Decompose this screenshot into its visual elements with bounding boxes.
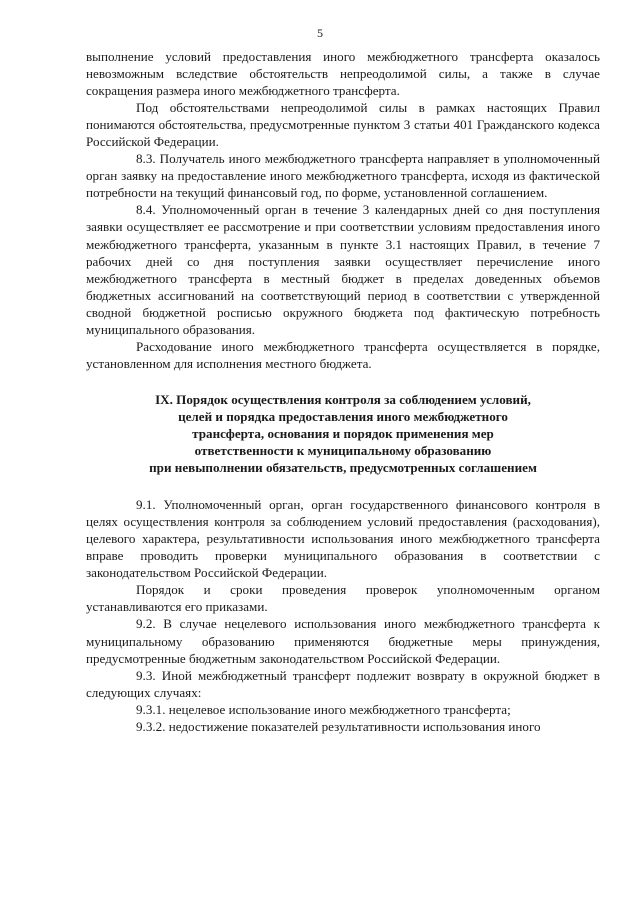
page-number: 5 <box>317 26 323 40</box>
paragraph-continuation: выполнение условий предоставления иного межбюджетного трансферта оказалось невозможным вследствие обстоятельств непреодолимой силы, а также в случае сокращения размера иного межбюджетного трансферта. <box>86 49 600 99</box>
section-heading-line: при невыполнении обязательств, предусмотренных соглашением <box>149 460 537 476</box>
section-heading-ix <box>86 391 600 476</box>
paragraph-8-3: 8.3. Получатель иного межбюджетного трансферта направляет в уполномоченный орган заявку на предоставление иного межбюджетного трансферта, исходя из фактической потребности на текущий финансовый год, по форме, установленной соглашением. <box>86 151 600 201</box>
paragraph-8-4: 8.4. Уполномоченный орган в течение 3 календарных дней со дня поступления заявки осуществляет ее рассмотрение и при соответствии условиям предоставления иного межбюджетного трансферта, указанным в пункте 3.1 настоящих Правил, в течение 7 рабочих дней со дня поступления заявки осуществляет перечисление иного межбюджетного трансферта в местный бюджет в пределах доведенных объемов бюджетных ассигнований на соответствующий период в соответствии с утвержденной сводной бюджетной росписью окружного бюджета под фактическую потребность муниципального образования. <box>86 202 600 337</box>
document-body <box>86 48 600 735</box>
paragraph-inspections: Порядок и сроки проведения проверок уполномоченным органом устанавливаются его приказами. <box>86 582 600 615</box>
paragraph-9-3: 9.3. Иной межбюджетный трансферт подлежит возврату в окружной бюджет в следующих случаях: <box>86 667 600 700</box>
paragraph-9-3-1: 9.3.1. нецелевое использование иного межбюджетного трансферта; <box>136 701 511 717</box>
paragraph-spending: Расходование иного межбюджетного трансферта осуществляется в порядке, установленном для исполнения местного бюджета. <box>86 338 600 371</box>
section-heading-line: трансферта, основания и порядок применения мер <box>192 425 494 441</box>
section-heading-line: ответственности к муниципальному образованию <box>194 443 492 459</box>
paragraph-9-3-2: 9.3.2. недостижение показателей результативности использования иного <box>136 718 541 734</box>
paragraph-9-2: 9.2. В случае нецелевого использования иного межбюджетного трансферта к муниципальному образованию применяются бюджетные меры принуждения, предусмотренные бюджетным законодательством Российской Федерации. <box>86 616 600 666</box>
paragraph-force-majeure: Под обстоятельствами непреодолимой силы в рамках настоящих Правил понимаются обстоятельства, предусмотренные пунктом 3 статьи 401 Гражданского кодекса Российской Федерации. <box>86 100 600 150</box>
paragraph-9-1: 9.1. Уполномоченный орган, орган государственного финансового контроля в целях осуществления контроля за соблюдением условий предоставления (расходования), целевого характера, результативности использования иного межбюджетного трансферта вправе проводить проверки муниципального образования в соответствии с законодательством Российской Федерации. <box>86 497 600 581</box>
section-heading-line: целей и порядка предоставления иного межбюджетного <box>178 408 508 424</box>
section-heading-line: IX. Порядок осуществления контроля за соблюдением условий, <box>155 391 531 407</box>
